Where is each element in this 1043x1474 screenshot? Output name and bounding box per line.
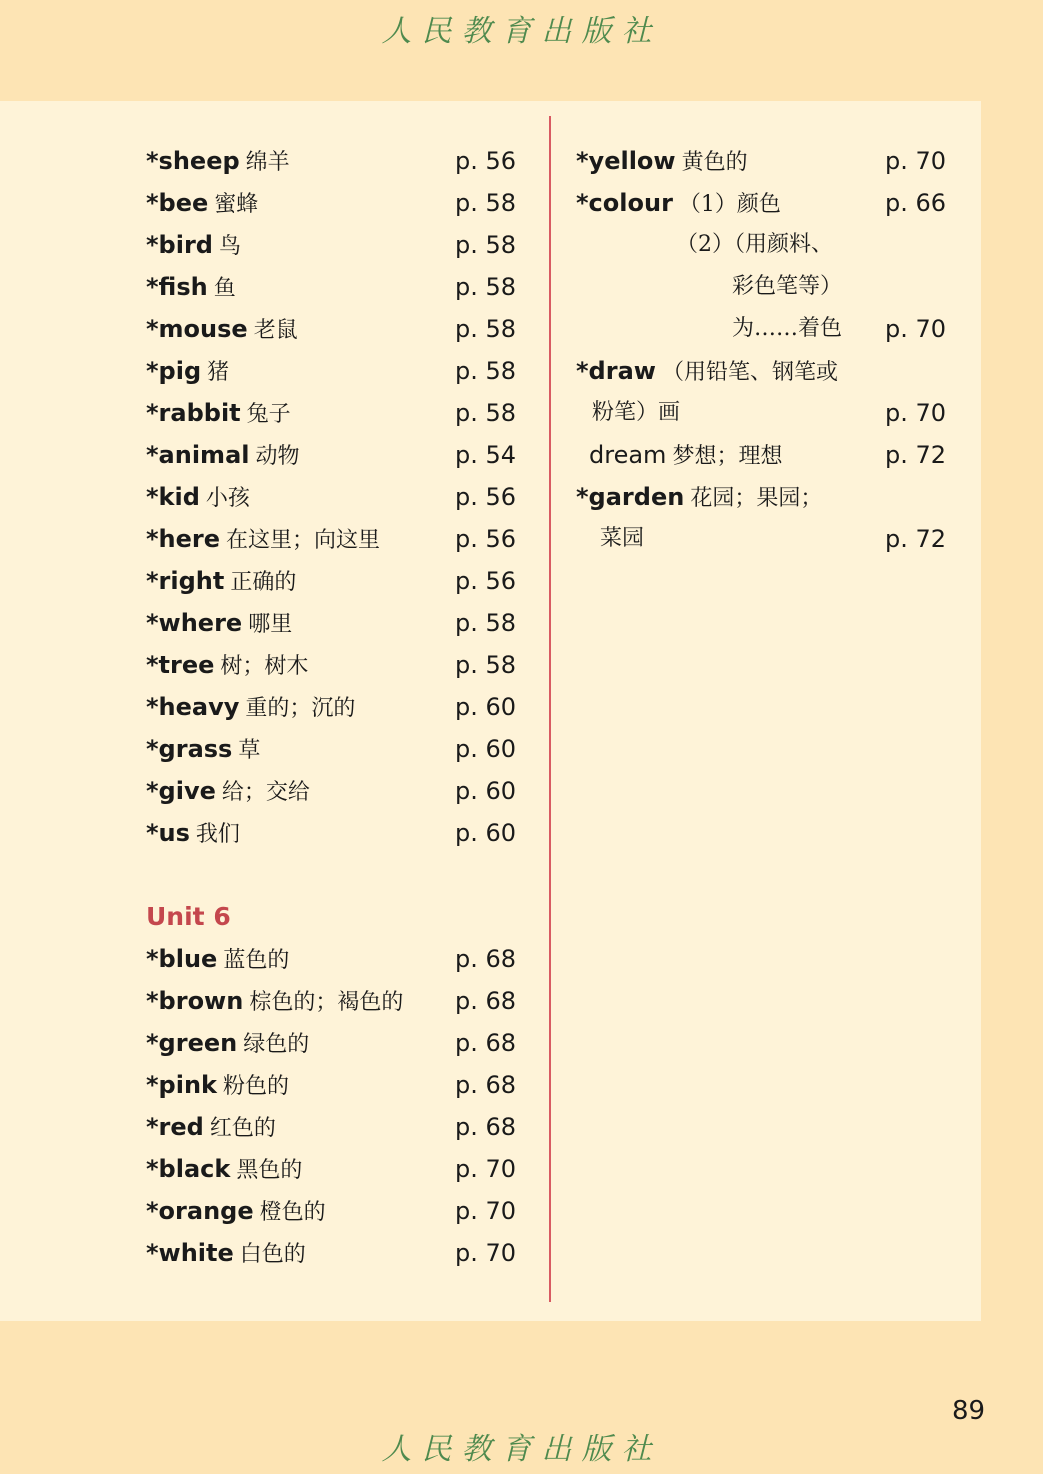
glossary-entry-dream bbox=[576, 434, 946, 476]
glossary-entry bbox=[146, 392, 516, 434]
entry-word: *rabbit bbox=[146, 399, 241, 427]
glossary-entry bbox=[146, 602, 516, 644]
entry-page: p. 58 bbox=[454, 315, 516, 343]
glossary-entry bbox=[146, 770, 516, 812]
entry-page: p. 70 bbox=[884, 399, 946, 427]
glossary-entry bbox=[146, 980, 516, 1022]
entry-meaning: 黄色的 bbox=[681, 150, 748, 175]
entry-word: *red bbox=[146, 1113, 204, 1141]
entry-page: p. 58 bbox=[454, 189, 516, 217]
entry-meaning: 粉色的 bbox=[223, 1074, 290, 1099]
entry-meaning: 橙色的 bbox=[259, 1200, 326, 1225]
glossary-entry bbox=[146, 476, 516, 518]
glossary-entry-garden-cont bbox=[576, 518, 946, 560]
entry-meaning: 草 bbox=[238, 738, 261, 763]
entry-word: *fish bbox=[146, 273, 208, 301]
entry-page: p. 68 bbox=[454, 987, 516, 1015]
entry-meaning: 老鼠 bbox=[253, 318, 298, 343]
unit-6-title: Unit 6 bbox=[146, 902, 231, 931]
entry-page: p. 68 bbox=[454, 1029, 516, 1057]
glossary-entry-yellow bbox=[576, 140, 946, 182]
entry-meaning: 彩色笔等） bbox=[732, 274, 843, 299]
glossary-entry bbox=[146, 350, 516, 392]
glossary-entry-colour-cont bbox=[576, 308, 946, 350]
entry-page: p. 68 bbox=[454, 1071, 516, 1099]
entry-word: *white bbox=[146, 1239, 234, 1267]
entry-meaning: 粉笔）画 bbox=[592, 400, 681, 425]
glossary-entry-colour-cont bbox=[576, 224, 946, 266]
entry-page: p. 56 bbox=[454, 147, 516, 175]
entry-word: *green bbox=[146, 1029, 238, 1057]
entry-page: p. 56 bbox=[454, 525, 516, 553]
entry-word: *draw bbox=[576, 357, 656, 385]
section-spacer bbox=[146, 854, 516, 896]
entry-word: *bird bbox=[146, 231, 213, 259]
glossary-entry bbox=[146, 140, 516, 182]
glossary-entry-draw bbox=[576, 350, 946, 392]
right-column bbox=[576, 140, 946, 560]
glossary-entry bbox=[146, 1064, 516, 1106]
publisher-footer: 人民教育出版社 bbox=[381, 1432, 662, 1467]
glossary-entry bbox=[146, 1106, 516, 1148]
column-divider bbox=[549, 116, 551, 1302]
entry-page: p. 58 bbox=[454, 651, 516, 679]
entry-page: p. 60 bbox=[454, 693, 516, 721]
entry-meaning: 树；树木 bbox=[220, 654, 309, 679]
entry-page: p. 56 bbox=[454, 567, 516, 595]
entry-meaning: （用铅笔、钢笔或 bbox=[661, 360, 838, 385]
glossary-entry-colour bbox=[576, 182, 946, 224]
entry-page: p. 70 bbox=[884, 315, 946, 343]
entry-page: p. 72 bbox=[884, 441, 946, 469]
entry-page: p. 56 bbox=[454, 483, 516, 511]
entry-page: p. 60 bbox=[454, 819, 516, 847]
entry-word: *where bbox=[146, 609, 243, 637]
entry-meaning: 绵羊 bbox=[245, 150, 290, 175]
entry-word: dream bbox=[589, 441, 667, 469]
entry-word: *bee bbox=[146, 189, 209, 217]
entry-word: *pink bbox=[146, 1071, 218, 1099]
entry-word: *blue bbox=[146, 945, 218, 973]
publisher-header: 人民教育出版社 bbox=[381, 14, 662, 49]
glossary-entry bbox=[146, 518, 516, 560]
entry-meaning: 蓝色的 bbox=[223, 948, 290, 973]
entry-meaning: 动物 bbox=[255, 444, 300, 469]
glossary-entry-draw-cont bbox=[576, 392, 946, 434]
entry-meaning: 菜园 bbox=[600, 526, 645, 551]
glossary-entry bbox=[146, 938, 516, 980]
glossary-entry-colour-cont bbox=[576, 266, 946, 308]
entry-word: *mouse bbox=[146, 315, 248, 343]
entry-meaning: （2）（用颜料、 bbox=[676, 232, 833, 257]
entry-page: p. 58 bbox=[454, 231, 516, 259]
entry-meaning: 绿色的 bbox=[243, 1032, 310, 1057]
entry-meaning: 鸟 bbox=[218, 234, 241, 259]
entry-word: *animal bbox=[146, 441, 250, 469]
entry-word: *kid bbox=[146, 483, 200, 511]
entry-page: p. 58 bbox=[454, 273, 516, 301]
entry-word: *orange bbox=[146, 1197, 254, 1225]
entry-word: *tree bbox=[146, 651, 215, 679]
entry-meaning: 给；交给 bbox=[221, 780, 310, 805]
glossary-entry bbox=[146, 686, 516, 728]
glossary-entry bbox=[146, 644, 516, 686]
entry-page: p. 68 bbox=[454, 1113, 516, 1141]
word-list bbox=[146, 140, 516, 854]
glossary-entry bbox=[146, 1190, 516, 1232]
entry-page: p. 70 bbox=[454, 1239, 516, 1267]
entry-meaning: （1）颜色 bbox=[678, 192, 781, 217]
entry-page: p. 70 bbox=[884, 147, 946, 175]
entry-meaning: 小孩 bbox=[205, 486, 250, 511]
entry-page: p. 60 bbox=[454, 735, 516, 763]
entry-page: p. 66 bbox=[884, 189, 946, 217]
glossary-entry bbox=[146, 1148, 516, 1190]
entry-page: p. 54 bbox=[454, 441, 516, 469]
page-number: 89 bbox=[952, 1396, 986, 1426]
glossary-entry-garden bbox=[576, 476, 946, 518]
glossary-entry bbox=[146, 266, 516, 308]
entry-meaning: 我们 bbox=[195, 822, 240, 847]
entry-word: *colour bbox=[576, 189, 673, 217]
entry-meaning: 蜜蜂 bbox=[214, 192, 259, 217]
entry-word: *us bbox=[146, 819, 190, 847]
entry-page: p. 58 bbox=[454, 399, 516, 427]
entry-word: *garden bbox=[576, 483, 685, 511]
entry-meaning: 在这里；向这里 bbox=[226, 528, 381, 553]
entry-meaning: 梦想；理想 bbox=[672, 444, 783, 469]
entry-page: p. 60 bbox=[454, 777, 516, 805]
entry-word: *give bbox=[146, 777, 216, 805]
glossary-entry bbox=[146, 1022, 516, 1064]
glossary-entry bbox=[146, 1232, 516, 1274]
glossary-entry bbox=[146, 224, 516, 266]
entry-meaning: 红色的 bbox=[209, 1116, 276, 1141]
entry-meaning: 花园；果园； bbox=[690, 486, 823, 511]
entry-page: p. 70 bbox=[454, 1155, 516, 1183]
entry-word: *grass bbox=[146, 735, 233, 763]
entry-word: *yellow bbox=[576, 147, 676, 175]
entry-page: p. 58 bbox=[454, 609, 516, 637]
entry-meaning: 棕色的；褐色的 bbox=[249, 990, 404, 1015]
entry-meaning: 猪 bbox=[207, 360, 230, 385]
entry-word: *pig bbox=[146, 357, 202, 385]
glossary-entry bbox=[146, 728, 516, 770]
entry-meaning: 白色的 bbox=[239, 1242, 306, 1267]
entry-word: *heavy bbox=[146, 693, 240, 721]
entry-meaning: 为……着色 bbox=[732, 316, 843, 341]
glossary-entry bbox=[146, 182, 516, 224]
entry-page: p. 58 bbox=[454, 357, 516, 385]
entry-meaning: 正确的 bbox=[230, 570, 297, 595]
entry-page: p. 70 bbox=[454, 1197, 516, 1225]
entry-page: p. 68 bbox=[454, 945, 516, 973]
entry-word: *brown bbox=[146, 987, 244, 1015]
entry-meaning: 重的；沉的 bbox=[245, 696, 356, 721]
entry-word: *here bbox=[146, 525, 221, 553]
entry-meaning: 鱼 bbox=[213, 276, 236, 301]
entry-meaning: 哪里 bbox=[248, 612, 293, 637]
entry-word: *right bbox=[146, 567, 225, 595]
entry-page: p. 72 bbox=[884, 525, 946, 553]
glossary-entry bbox=[146, 308, 516, 350]
unit-6-word-list bbox=[146, 938, 516, 1274]
entry-meaning: 黑色的 bbox=[236, 1158, 303, 1183]
glossary-entry bbox=[146, 812, 516, 854]
entry-word: *sheep bbox=[146, 147, 240, 175]
entry-word: *black bbox=[146, 1155, 231, 1183]
glossary-entry bbox=[146, 560, 516, 602]
left-column bbox=[146, 140, 516, 1274]
entry-meaning: 兔子 bbox=[246, 402, 291, 427]
glossary-entry bbox=[146, 434, 516, 476]
